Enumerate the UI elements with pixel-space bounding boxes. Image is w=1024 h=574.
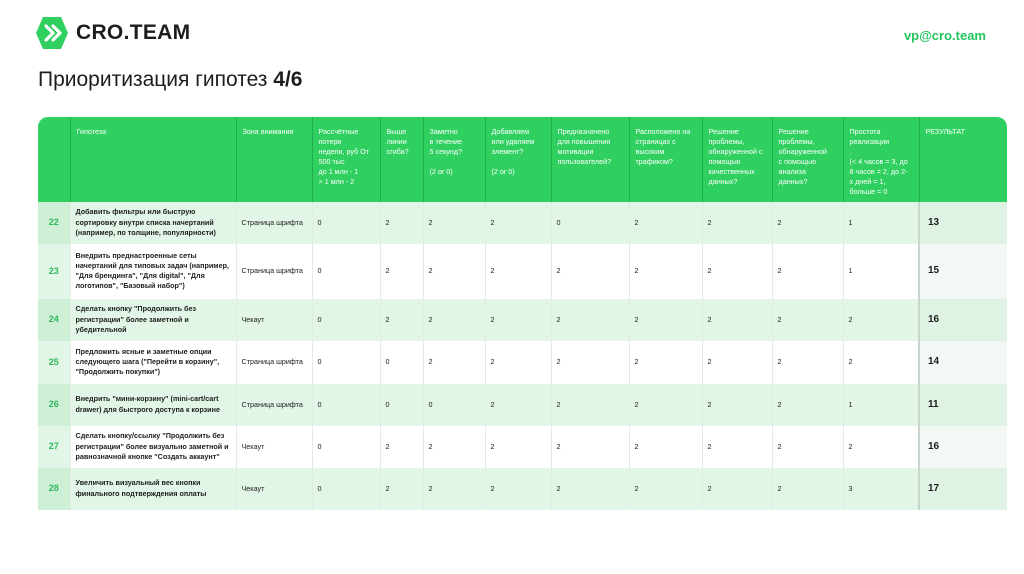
attention-zone-cell: Страница шрифта	[236, 202, 312, 244]
score-cell: 2	[423, 341, 485, 384]
score-cell: 0	[423, 384, 485, 426]
score-cell: 2	[843, 426, 919, 468]
score-cell: 2	[702, 202, 772, 244]
score-cell: 2	[423, 468, 485, 510]
score-cell: 2	[380, 426, 423, 468]
hypotheses-table-wrap	[38, 117, 987, 510]
table-body	[38, 202, 1007, 510]
score-cell: 2	[702, 426, 772, 468]
column-header: Добавляем или удаляем элемент? (2 or 0)	[485, 117, 551, 202]
score-cell: 0	[312, 244, 380, 299]
result-cell: 15	[919, 244, 1007, 299]
score-cell: 2	[772, 299, 843, 341]
score-cell: 2	[485, 202, 551, 244]
score-cell: 2	[551, 244, 629, 299]
table-row	[38, 299, 1007, 341]
score-cell: 2	[843, 299, 919, 341]
table-header-row	[38, 117, 1007, 202]
score-cell: 1	[843, 202, 919, 244]
score-cell: 2	[485, 341, 551, 384]
page-title-text: Приоритизация гипотез	[38, 68, 274, 91]
score-cell: 1	[843, 244, 919, 299]
score-cell: 3	[843, 468, 919, 510]
score-cell: 0	[380, 341, 423, 384]
row-number: 28	[38, 468, 70, 510]
column-header: Решение проблемы, обнаруженной с помощью качественных данных?	[702, 117, 772, 202]
score-cell: 2	[423, 202, 485, 244]
score-cell: 2	[380, 299, 423, 341]
column-header: Расcчётные потери недели, руб От 500 тыс до 1 млн - 1 > 1 млн - 2	[312, 117, 380, 202]
score-cell: 2	[380, 468, 423, 510]
row-number: 27	[38, 426, 70, 468]
table-row	[38, 341, 1007, 384]
score-cell: 2	[551, 426, 629, 468]
table-row	[38, 468, 1007, 510]
score-cell: 2	[629, 468, 702, 510]
result-cell: 17	[919, 468, 1007, 510]
score-cell: 2	[772, 341, 843, 384]
score-cell: 2	[629, 244, 702, 299]
score-cell: 2	[629, 202, 702, 244]
score-cell: 2	[380, 244, 423, 299]
attention-zone-cell: Страница шрифта	[236, 384, 312, 426]
score-cell: 2	[551, 299, 629, 341]
result-cell: 11	[919, 384, 1007, 426]
brand-logo	[34, 15, 190, 51]
page-counter: 4/6	[273, 68, 303, 91]
score-cell: 2	[485, 426, 551, 468]
hypotheses-table	[38, 117, 1007, 510]
score-cell: 2	[423, 299, 485, 341]
score-cell: 2	[551, 384, 629, 426]
brand-name: CRO.TEAM	[76, 21, 191, 44]
column-header: Расположено на страницах с высоким трафиком?	[629, 117, 702, 202]
score-cell: 2	[485, 468, 551, 510]
hypothesis-cell: Добавить фильтры или быструю сортировку внутри списка начертаний (например, по толщине, популярности)	[70, 202, 236, 244]
score-cell: 2	[629, 426, 702, 468]
hypothesis-cell: Сделать кнопку/ссылку "Продолжить без регистрации" более визуально заметной и равнозначной кнопке "Создать аккаунт"	[70, 426, 236, 468]
cro-team-logo-icon	[34, 15, 70, 51]
score-cell: 2	[485, 384, 551, 426]
column-header: Решение проблемы, обнаруженной с помощью анализа данных?	[772, 117, 843, 202]
score-cell: 2	[843, 341, 919, 384]
score-cell: 0	[551, 202, 629, 244]
result-cell: 16	[919, 426, 1007, 468]
table-row	[38, 384, 1007, 426]
hypothesis-cell: Сделать кнопку "Продолжить без регистрации" более заметной и убедительной	[70, 299, 236, 341]
attention-zone-cell: Чекаут	[236, 468, 312, 510]
score-cell: 0	[312, 426, 380, 468]
score-cell: 2	[702, 299, 772, 341]
column-header: Предназначено для повышения мотивации пользователей?	[551, 117, 629, 202]
score-cell: 0	[312, 468, 380, 510]
row-number: 24	[38, 299, 70, 341]
score-cell: 2	[772, 426, 843, 468]
hypothesis-cell: Предложить ясные и заметные опции следующего шага ("Перейти в корзину", "Продолжить покупки")	[70, 341, 236, 384]
score-cell: 2	[702, 244, 772, 299]
score-cell: 0	[380, 384, 423, 426]
row-number: 25	[38, 341, 70, 384]
row-number: 23	[38, 244, 70, 299]
column-header: Гипотеза	[70, 117, 236, 202]
score-cell: 2	[702, 468, 772, 510]
table-row	[38, 202, 1007, 244]
hypothesis-cell: Внедрить "мини-корзину" (mini-cart/cart drawer) для быстрого доступа к корзине	[70, 384, 236, 426]
column-header	[38, 117, 70, 202]
attention-zone-cell: Страница шрифта	[236, 341, 312, 384]
column-header: Простота реализации . (< 4 часов = 3, до 8 часов = 2, до 2- х дней = 1, больше = 0	[843, 117, 919, 202]
hypothesis-cell: Внедрить преднастроенные сеты начертаний для типовых задач (например, "Для брендинга", "Для digital", "Для логотипов", "Базовый набор")	[70, 244, 236, 299]
result-cell: 13	[919, 202, 1007, 244]
score-cell: 2	[772, 202, 843, 244]
column-header: Выше линии сгиба?	[380, 117, 423, 202]
score-cell: 0	[312, 384, 380, 426]
table-row	[38, 244, 1007, 299]
score-cell: 2	[772, 468, 843, 510]
score-cell: 2	[702, 341, 772, 384]
score-cell: 0	[312, 341, 380, 384]
column-header: РЕЗУЛЬТАТ	[919, 117, 1007, 202]
score-cell: 0	[312, 202, 380, 244]
result-cell: 14	[919, 341, 1007, 384]
score-cell: 2	[551, 341, 629, 384]
score-cell: 2	[629, 384, 702, 426]
contact-email[interactable]: vp@cro.team	[903, 28, 986, 43]
score-cell: 1	[843, 384, 919, 426]
score-cell: 2	[772, 384, 843, 426]
score-cell: 2	[629, 341, 702, 384]
column-header: Заметно в течение 5 секунд? (2 or 0)	[423, 117, 485, 202]
column-header: Зона внимания	[236, 117, 312, 202]
score-cell: 2	[485, 299, 551, 341]
table-row	[38, 426, 1007, 468]
result-cell: 16	[919, 299, 1007, 341]
score-cell: 2	[629, 299, 702, 341]
row-number: 26	[38, 384, 70, 426]
score-cell: 2	[551, 468, 629, 510]
score-cell: 2	[772, 244, 843, 299]
score-cell: 0	[312, 299, 380, 341]
score-cell: 2	[702, 384, 772, 426]
hypothesis-cell: Увеличить визуальный вес кнопки финального подтверждения оплаты	[70, 468, 236, 510]
attention-zone-cell: Страница шрифта	[236, 244, 312, 299]
score-cell: 2	[485, 244, 551, 299]
row-number: 22	[38, 202, 70, 244]
page-title	[38, 68, 302, 92]
attention-zone-cell: Чекаут	[236, 299, 312, 341]
score-cell: 2	[423, 244, 485, 299]
attention-zone-cell: Чекаут	[236, 426, 312, 468]
score-cell: 2	[380, 202, 423, 244]
score-cell: 2	[423, 426, 485, 468]
